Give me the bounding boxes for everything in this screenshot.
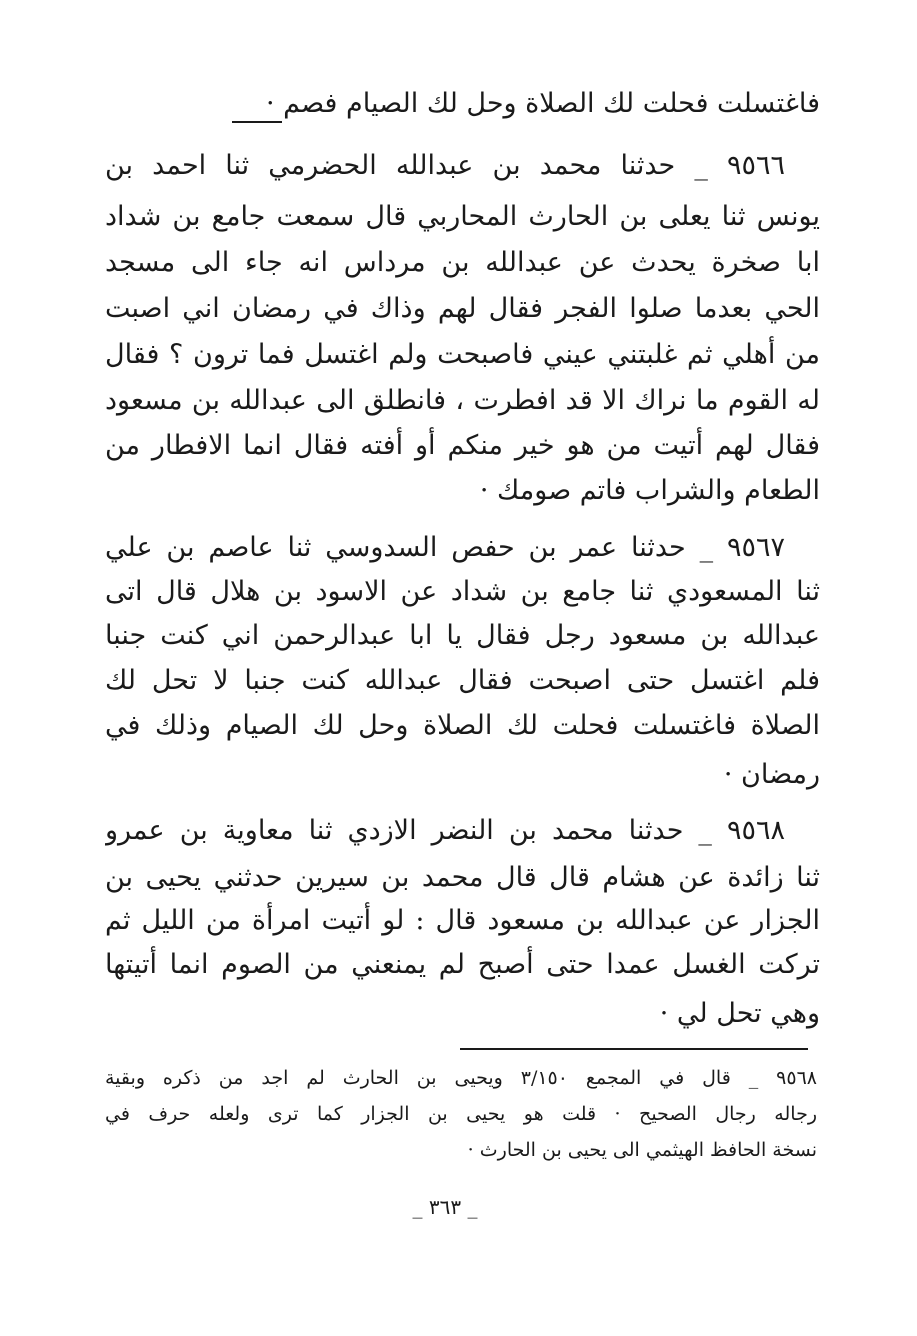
hadith-line: يونس ثنا يعلى بن الحارث المحاربي قال سمعت جامع بن شداد [105,201,820,232]
hadith-line: ابا صخرة يحدث عن عبدالله بن مرداس انه جاء الى مسجد [105,247,820,278]
hadith-line: رمضان · [723,759,820,790]
hadith-line: فقال لهم أتيت من هو خير منكم أو أفته فقال انما الافطار من [105,430,820,461]
hadith-line: فلم اغتسل حتى اصبحت فقال عبدالله كنت جنبا لا تحل لك [105,665,820,696]
hadith-line: الجزار عن عبدالله بن مسعود قال : لو أتيت امرأة من الليل ثم [105,905,820,936]
continuation-dash [232,121,282,123]
hadith-line: ٩٥٦٧ _ حدثنا عمر بن حفص السدوسي ثنا عاصم بن علي [105,532,785,563]
hadith-line: الحي بعدما صلوا الفجر فقال لهم وذاك في رمضان اني اصبت [105,293,820,324]
hadith-line: تركت الغسل عمدا حتى أصبح لم يمنعني من الصوم انما أتيتها [105,949,820,980]
hadith-line: ثنا زائدة عن هشام قال قال محمد بن سيرين حدثني يحيى بن [105,862,820,893]
hadith-line: له القوم ما نراك الا قد افطرت ، فانطلق الى عبدالله بن مسعود [105,385,820,416]
continuation-line: فاغتسلت فحلت لك الصلاة وحل لك الصيام فصم · [265,88,820,119]
footnote-separator [460,1048,808,1050]
footnote-line: رجاله رجال الصحيح · قلت هو يحيى بن الجزار كما ترى ولعله حرف في [105,1103,817,1125]
footnote-line: نسخة الحافظ الهيثمي الى يحيى بن الحارث · [467,1139,817,1161]
hadith-line: ثنا المسعودي ثنا جامع بن شداد عن الاسود بن هلال قال اتى [105,576,820,607]
hadith-line: الصلاة فاغتسلت فحلت لك الصلاة وحل لك الصيام وذلك في [105,710,820,741]
hadith-line: الطعام والشراب فاتم صومك · [479,475,820,506]
page-number: _ ٣٦٣ _ [412,1195,478,1219]
hadith-line: وهي تحل لي · [659,998,820,1029]
hadith-line: من أهلي ثم غلبتني عيني فاصبحت ولم اغتسل فما ترون ؟ فقال [105,339,820,370]
hadith-line: ٩٥٦٦ _ حدثنا محمد بن عبدالله الحضرمي ثنا احمد بن [105,150,785,181]
hadith-line: عبدالله بن مسعود رجل فقال يا ابا عبدالرحمن اني كنت جنبا [105,620,820,651]
footnote-line: ٩٥٦٨ _ قال في المجمع ٣/١٥٠ ويحيى بن الحارث لم اجد من ذكره وبقية [105,1067,817,1089]
hadith-line: ٩٥٦٨ _ حدثنا محمد بن النضر الازدي ثنا معاوية بن عمرو [105,815,785,846]
